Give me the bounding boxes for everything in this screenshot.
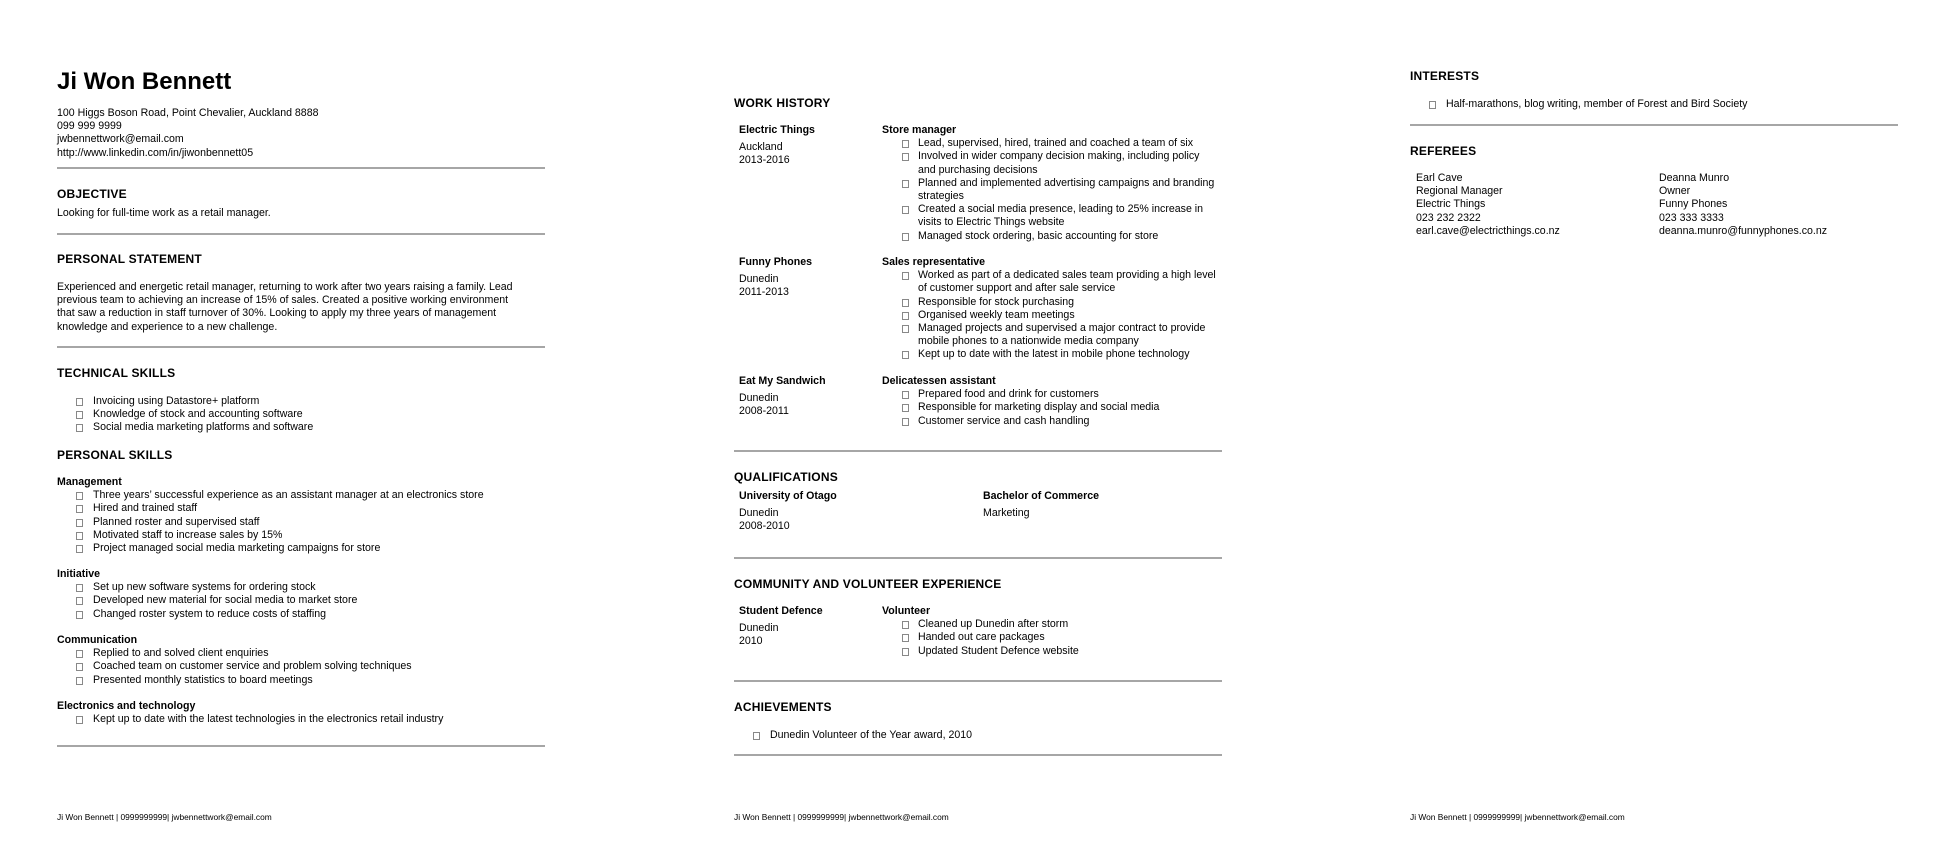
list-item: Responsible for marketing display and social media: [882, 401, 1217, 414]
checkbox-bullet-icon: [76, 411, 83, 419]
list-item: Planned and implemented advertising campaigns and branding strategies: [882, 177, 1217, 203]
divider: [57, 167, 545, 169]
divider: [1410, 124, 1898, 126]
divider: [57, 346, 545, 348]
checkbox-bullet-icon: [76, 398, 83, 406]
list-item: Knowledge of stock and accounting software: [57, 408, 545, 421]
volunteer-details: [882, 605, 1217, 658]
checkbox-bullet-icon: [902, 180, 909, 188]
community-heading: COMMUNITY AND VOLUNTEER EXPERIENCE: [734, 577, 1002, 591]
checkbox-bullet-icon: [76, 611, 83, 619]
objective-text: Looking for full-time work as a retail manager.: [57, 207, 271, 219]
job-details: [882, 124, 1217, 243]
qualification-meta: [739, 490, 979, 534]
divider: [734, 557, 1222, 559]
resume-page-3: [1410, 0, 1934, 843]
institution: University of Otago: [739, 490, 837, 502]
divider: [57, 233, 545, 235]
job-role: Sales representative: [882, 256, 986, 268]
list-item: Half-marathons, blog writing, member of Forest and Bird Society: [1410, 98, 1898, 111]
list-item: Created a social media presence, leading to 25% increase in visits to Electric Things website: [882, 203, 1217, 229]
statement-line: previous team to achieving an increase of 15% of sales. Created a positive working environment: [57, 294, 509, 307]
checkbox-bullet-icon: [902, 634, 909, 642]
list-item: Kept up to date with the latest technologies in the electronics retail industry: [57, 713, 545, 726]
referee-card: [1416, 172, 1656, 238]
candidate-name: Ji Won Bennett: [57, 68, 232, 95]
divider: [734, 754, 1222, 756]
objective-heading: OBJECTIVE: [57, 187, 127, 201]
referee-title: Regional Manager: [1416, 185, 1503, 198]
referee-email: deanna.munro@funnyphones.co.nz: [1659, 224, 1828, 237]
technical-skills-list: [57, 395, 545, 435]
skill-group-electronics: [57, 700, 545, 726]
referee-name: Earl Cave: [1416, 172, 1463, 184]
checkbox-bullet-icon: [76, 492, 83, 500]
achievements-heading: ACHIEVEMENTS: [734, 700, 832, 714]
job-duties: [882, 269, 1217, 361]
checkbox-bullet-icon: [902, 325, 909, 333]
achievements-list: [734, 729, 1222, 742]
statement-line: Experienced and energetic retail manager, returning to work after two years raising a family. Lead: [57, 281, 513, 293]
job-role: Store manager: [882, 124, 957, 136]
skill-group-title: Communication: [57, 634, 138, 646]
linkedin-url: http://www.linkedin.com/in/jiwonbennett05: [57, 146, 254, 159]
statement-line: that saw a reduction in staff turnover of 30%. Looking to apply my three years of management: [57, 307, 497, 320]
list-item: Managed stock ordering, basic accounting for store: [882, 230, 1217, 243]
skill-group-title: Management: [57, 476, 122, 488]
list-item: Replied to and solved client enquiries: [57, 647, 545, 660]
checkbox-bullet-icon: [902, 648, 909, 656]
skill-group-initiative: [57, 568, 545, 621]
list-item: Developed new material for social media to market store: [57, 594, 545, 607]
qualification-details: [983, 490, 1217, 520]
list-item: Presented monthly statistics to board meetings: [57, 674, 545, 687]
job-years: 2011-2013: [739, 286, 789, 299]
checkbox-bullet-icon: [902, 418, 909, 426]
major: Marketing: [983, 507, 1030, 520]
skill-list: [57, 713, 545, 726]
resume-page-1: [57, 0, 597, 843]
list-item: Project managed social media marketing campaigns for store: [57, 542, 545, 555]
referee-company: Electric Things: [1416, 198, 1486, 211]
list-item: Changed roster system to reduce costs of staffing: [57, 608, 545, 621]
referee-phone: 023 232 2322: [1416, 211, 1481, 224]
checkbox-bullet-icon: [1429, 101, 1436, 109]
checkbox-bullet-icon: [902, 153, 909, 161]
checkbox-bullet-icon: [76, 716, 83, 724]
job-location: Auckland: [739, 141, 783, 154]
checkbox-bullet-icon: [76, 597, 83, 605]
checkbox-bullet-icon: [76, 532, 83, 540]
divider: [734, 450, 1222, 452]
volunteer-year: 2010: [739, 635, 763, 648]
list-item: Planned roster and supervised staff: [57, 516, 545, 529]
job-location: Dunedin: [739, 392, 779, 405]
list-item: Involved in wider company decision making, including policy and purchasing decisions: [882, 150, 1217, 176]
checkbox-bullet-icon: [902, 233, 909, 241]
skill-group-title: Electronics and technology: [57, 700, 196, 712]
job-meta: [739, 375, 879, 419]
checkbox-bullet-icon: [902, 272, 909, 280]
list-item: Cleaned up Dunedin after storm: [882, 618, 1217, 631]
volunteer-meta: [739, 605, 879, 649]
qualification-years: 2008-2010: [739, 520, 790, 533]
list-item: Lead, supervised, hired, trained and coached a team of six: [882, 137, 1217, 150]
list-item: Hired and trained staff: [57, 502, 545, 515]
contact-block: [57, 107, 319, 160]
personal-skills-heading: PERSONAL SKILLS: [57, 448, 173, 462]
list-item: Updated Student Defence website: [882, 645, 1217, 658]
resume-page-2: [734, 0, 1274, 843]
list-item: Dunedin Volunteer of the Year award, 2010: [734, 729, 1222, 742]
checkbox-bullet-icon: [902, 312, 909, 320]
referee-email: earl.cave@electricthings.co.nz: [1416, 224, 1560, 237]
technical-skills-heading: TECHNICAL SKILLS: [57, 366, 176, 380]
job-duties: [882, 388, 1217, 428]
qualifications-heading: QUALIFICATIONS: [734, 470, 838, 484]
email: jwbennettwork@email.com: [57, 133, 184, 146]
list-item: Kept up to date with the latest in mobile phone technology: [882, 348, 1217, 361]
referees-heading: REFEREES: [1410, 144, 1477, 158]
referee-card: [1659, 172, 1899, 238]
list-item: Customer service and cash handling: [882, 415, 1217, 428]
checkbox-bullet-icon: [902, 299, 909, 307]
list-item: Responsible for stock purchasing: [882, 296, 1217, 309]
list-item: Managed projects and supervised a major contract to provide mobile phones to a nationwide media company: [882, 322, 1217, 348]
phone: 099 999 9999: [57, 120, 122, 133]
personal-statement-text: [57, 281, 545, 334]
checkbox-bullet-icon: [902, 391, 909, 399]
skill-list: [57, 489, 545, 555]
checkbox-bullet-icon: [753, 732, 760, 740]
job-company: Eat My Sandwich: [739, 375, 826, 387]
skill-group-management: [57, 476, 545, 555]
job-details: [882, 375, 1217, 428]
skill-group-communication: [57, 634, 545, 687]
checkbox-bullet-icon: [902, 351, 909, 359]
page-footer: Ji Won Bennett | 0999999999| jwbennettwork@email.com: [1410, 812, 1625, 822]
job-details: [882, 256, 1217, 362]
volunteer-role: Volunteer: [882, 605, 931, 617]
skill-group-title: Initiative: [57, 568, 100, 580]
job-duties: [882, 137, 1217, 243]
interests-heading: INTERESTS: [1410, 69, 1480, 83]
list-item: Three years’ successful experience as an assistant manager at an electronics store: [57, 489, 545, 502]
checkbox-bullet-icon: [76, 663, 83, 671]
list-item: Organised weekly team meetings: [882, 309, 1217, 322]
job-company: Funny Phones: [739, 256, 812, 268]
job-meta: [739, 124, 879, 168]
checkbox-bullet-icon: [76, 505, 83, 513]
volunteer-org: Student Defence: [739, 605, 823, 617]
volunteer-duties: [882, 618, 1217, 658]
volunteer-location: Dunedin: [739, 622, 779, 635]
divider: [57, 745, 545, 747]
referee-title: Owner: [1659, 185, 1691, 198]
checkbox-bullet-icon: [902, 404, 909, 412]
qualification-location: Dunedin: [739, 507, 779, 520]
job-years: 2013-2016: [739, 154, 790, 167]
address: 100 Higgs Boson Road, Point Chevalier, Auckland 8888: [57, 107, 319, 119]
referee-name: Deanna Munro: [1659, 172, 1730, 184]
list-item: Motivated staff to increase sales by 15%: [57, 529, 545, 542]
referee-phone: 023 333 3333: [1659, 211, 1724, 224]
list-item: Invoicing using Datastore+ platform: [57, 395, 545, 408]
checkbox-bullet-icon: [76, 424, 83, 432]
job-years: 2008-2011: [739, 405, 789, 418]
divider: [734, 680, 1222, 682]
job-location: Dunedin: [739, 273, 779, 286]
job-role: Delicatessen assistant: [882, 375, 996, 387]
personal-statement-heading: PERSONAL STATEMENT: [57, 252, 202, 266]
checkbox-bullet-icon: [76, 519, 83, 527]
checkbox-bullet-icon: [76, 584, 83, 592]
list-item: Handed out care packages: [882, 631, 1217, 644]
list-item: Social media marketing platforms and software: [57, 421, 545, 434]
work-history-heading: WORK HISTORY: [734, 96, 831, 110]
list-item: Set up new software systems for ordering stock: [57, 581, 545, 594]
checkbox-bullet-icon: [76, 650, 83, 658]
interests-list: [1410, 98, 1898, 111]
skill-list: [57, 581, 545, 621]
degree: Bachelor of Commerce: [983, 490, 1099, 502]
list-item: Worked as part of a dedicated sales team providing a high level of customer support and after sale service: [882, 269, 1217, 295]
page-footer: Ji Won Bennett | 0999999999| jwbennettwork@email.com: [57, 812, 272, 822]
list-item: Coached team on customer service and problem solving techniques: [57, 660, 545, 673]
job-meta: [739, 256, 879, 300]
checkbox-bullet-icon: [76, 545, 83, 553]
checkbox-bullet-icon: [76, 677, 83, 685]
statement-line: knowledge and experience to a new challenge.: [57, 320, 278, 333]
referee-company: Funny Phones: [1659, 198, 1728, 211]
skill-list: [57, 647, 545, 687]
job-company: Electric Things: [739, 124, 815, 136]
checkbox-bullet-icon: [902, 206, 909, 214]
list-item: Prepared food and drink for customers: [882, 388, 1217, 401]
page-footer: Ji Won Bennett | 0999999999| jwbennettwork@email.com: [734, 812, 949, 822]
checkbox-bullet-icon: [902, 140, 909, 148]
checkbox-bullet-icon: [902, 621, 909, 629]
